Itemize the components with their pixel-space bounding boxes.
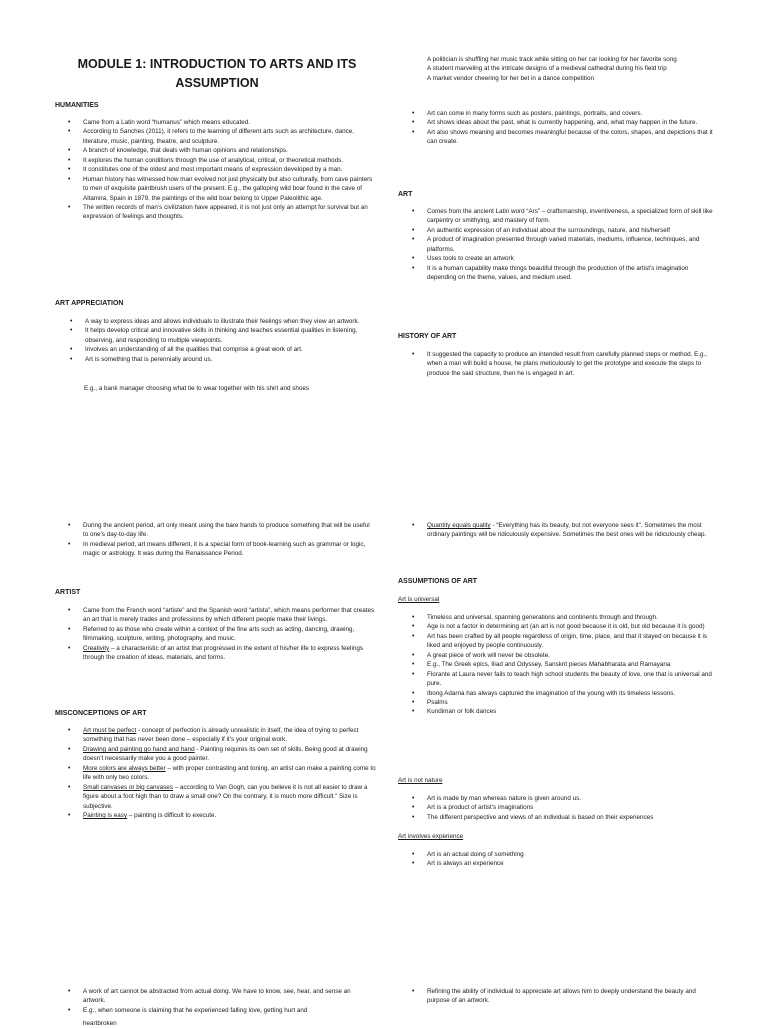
list-item: • The different perspective and views of an individual is based on their experiences [412,813,717,822]
list-item: • Uses tools to create an artwork [412,254,717,263]
list-item: • Comes from the ancient Latin word “Ars” – craftsmanship, inventiveness, a specialized form of skill like carpentry or smithying, and mastery of form. [412,207,717,226]
list-item: • Art has been crafted by all people regardless of origin, time, place, and that it stayed on because it is liked and enjoyed by people continuously. [412,632,717,651]
art-list [412,207,717,283]
list-item [68,764,376,783]
example-line: A student marveling at the intricate designs of a medieval cathedral during his field trip [427,65,667,73]
misconception-term: Art must be perfect [83,727,137,734]
title-line-1: MODULE 1: INTRODUCTION TO ARTS AND ITS [77,57,357,71]
list-item [412,521,717,540]
list-item: • Timeless and universal, spanning generations and continents through and through. [412,613,717,622]
list-item: • Referred to as those who create within a context of the fine arts such as acting, dancing, drawing, filmmaking, sculpture, writing, photography, and music. [68,625,376,644]
art-heading: ART [398,191,413,198]
art-forms-list [412,109,717,147]
list-item: • A way to express ideas and allows individuals to illustrate their feelings when they view an artwork. [70,317,375,326]
list-item: • Came from a Latin word “humanus” which means educated. [68,118,376,127]
humanities-heading: HUMANITIES [55,102,99,109]
list-item [68,783,376,811]
list-item: • Art also shows meaning and becomes meaningful because of the colors, shapes, and depictions that it can create. [412,128,717,147]
art-appreciation-heading: ART APPRECIATION [55,300,124,307]
misconceptions-list [68,726,376,820]
art-periods-list [68,521,376,559]
list-item: • Art can come in many forms such as posters, paintings, portraits, and covers. [412,109,717,118]
appreciation-examples [427,55,717,83]
list-item: • A branch of knowledge, that deals with human opinions and relationships. [68,146,376,155]
list-item: • Florante at Laura never fails to teach high school students the beauty of love, one that is universal and pure. [412,670,717,689]
list-item [68,644,376,663]
list-item: • Art is an actual doing of something [412,850,717,859]
list-item [68,745,376,764]
list-item: • Art is a product of artist’s imaginations [412,803,717,812]
misconception-term: Small canvases or big canvases [83,783,173,791]
misconception-term: Painting is easy [83,811,128,819]
list-item [68,811,376,820]
list-item: • In medieval period, art means different, it is a special form of book-learning such as grammar or logic, magic or astrology. It was during the Renaissance Period. [68,540,376,559]
list-item: • E.g., The Greek epics, Iliad and Odyssey, Sanskrit pieces Mahabharata and Ramayana [412,660,717,669]
list-item: • It constitutes one of the oldest and most important means of expression developed by a man. [68,165,376,174]
list-item: • Art shows ideas about the past, what is currently happening, and, what may happen in the future. [412,118,717,127]
list-item: • A product of imagination presented through varied materials, mediums, influence, techniques, and platforms. [412,235,717,254]
list-item: • Involves an understanding of all the qualities that comprise a great work of art. [70,345,375,354]
assumptions-heading: ASSUMPTIONS OF ART [398,578,478,585]
list-item: • An authentic expression of an individual about the surroundings, nature, and his/herself [412,226,717,235]
module-title [52,55,382,94]
misconception-text: - Painting requires its own set of skills. Being good at drawing doesn’t necessarily make you a good painter. [83,745,368,763]
misconception-term: Drawing and painting go hand and hand [83,745,195,753]
list-item: • It suggested the capacity to produce an intended result from carefully planned steps or method. E.g., when a man will build a house, he plans meticulously to get the prototype and execute the steps to produce the said structure, then he is engaged in art. [412,350,717,378]
misconception-text: – painting is difficult to execute. [127,811,217,819]
experience-detail-list [68,987,373,1015]
art-is-universal-subheading: Art is universal [398,596,440,603]
quantity-term: Quantity equals quality [427,522,491,529]
list-item: • According to Sanches (2011), it refers to the learning of different arts such as architecture, dance, literature, music, painting, theatre, and sculpture. [68,127,376,146]
title-line-2: ASSUMPTION [175,76,259,91]
list-item: • Art is made by man whereas nature is given around us. [412,794,717,803]
misconception-text: – according to Van Gogh, can you believe it is not all easier to draw a figure about a foot high than to draw a small one? On the contrary, it is much more difficult.” Size is subjective. [83,783,368,810]
list-item: • It is a human capability make things beautiful through the production of the artist’s imagination depending on the theme, values, and medium used. [412,264,717,283]
creativity-text: – a characteristic of an artist that progressed in the extent of his/her life to express feelings through the creation of ideas, materials, and forms. [83,644,364,662]
art-is-universal-list [412,613,717,717]
cut-off-line: heartbroken [83,1020,117,1027]
example-line: A politician is shuffling her music track while sitting on her car looking for her favorite song [427,56,677,63]
quantity-quality-list [412,521,717,540]
list-item: • A work of art cannot be abstracted from actual doing. We have to know, see, hear, and sense an artwork. [68,987,373,1006]
list-item: • It explores the human conditions through the use of analytical, critical, or theoretical methods. [68,156,376,165]
list-item: • Art is something that is perennially around us. [70,355,375,364]
humanities-list [68,118,376,222]
artist-list [68,606,376,663]
art-is-not-nature-list [412,794,717,822]
list-item: • Kundiman or folk dances [412,707,717,716]
art-involves-experience-list [412,850,717,869]
misconception-text: – with proper contrasting and toning, an artist can make a painting come to life with only two colors. [83,764,376,782]
list-item [68,726,376,745]
history-of-art-list [412,350,717,378]
list-item: • Came from the French word “artiste” and the Spanish word “artista”, which means performer that creates an art that is merely trades and professions by which different people make their livings. [68,606,376,625]
list-item: • Psalms [412,698,717,707]
misconceptions-heading: MISCONCEPTIONS OF ART [55,710,147,717]
art-appreciation-example: E.g., a bank manager choosing what tie to wear together with his shirt and shoes [84,385,310,392]
list-item: • Art is always an experience [412,859,717,868]
misconception-text: - concept of perfection is already unrealistic in itself, the idea of trying to perfect something that has never been done – especially if it’s your original work. [83,727,359,744]
example-line: A market vendor cheering for her bet in a dance competition [427,74,594,82]
artist-heading: ARTIST [55,589,81,596]
art-is-not-nature-subheading: Art is not nature [398,777,443,784]
list-item: • Age is not a factor in determining art (an art is not good because it is old, but old because it is good) [412,622,717,631]
list-item: • Refining the ability of individual to appreciate art allows him to deeply understand the beauty and purpose of an artwork. [412,987,717,1006]
list-item: • Ibong Adarna has always captured the imagination of the young with its timeless lessons. [412,689,717,698]
art-appreciation-list [70,317,375,364]
history-of-art-heading: HISTORY OF ART [398,333,457,340]
list-item: • The written records of man’s civilization have appeared, it is not just only an attempt for survival but an expression of feelings and thoughts. [68,203,376,222]
art-involves-experience-subheading: Art involves experience [398,833,464,840]
list-item: • It helps develop critical and innovative skills in thinking and teaches essential qualities in listening, observing, and responding to multiple viewpoints. [70,326,375,345]
list-item: • E.g., when someone is claiming that he experienced falling love, getting hurt and [68,1006,373,1015]
refining-ability-list [412,987,717,1006]
creativity-term: Creativity [83,644,110,652]
list-item: • A great piece of work will never be obsolete. [412,651,717,660]
list-item: • During the ancient period, art only meant using the bare hands to produce something that will be useful to one’s day-to-day life. [68,521,376,540]
misconception-term: More colors are always better [83,764,166,772]
list-item: • Human history has witnessed how man evolved not just physically but also culturally, from cave painters to men of exquisite paintbrush users of the present. E.g., the galloping wild boar found in the cave of Altamira, Spain in 1879. the paintings of the wild boar belong to Upper Paleolithic age. [68,175,376,203]
quantity-text: - “Everything has its beauty, but not everyone sees it”. Sometimes the most ordinary paintings will be ridiculously expensive. Sometimes the best ones will be ridiculously cheap. [427,522,707,539]
